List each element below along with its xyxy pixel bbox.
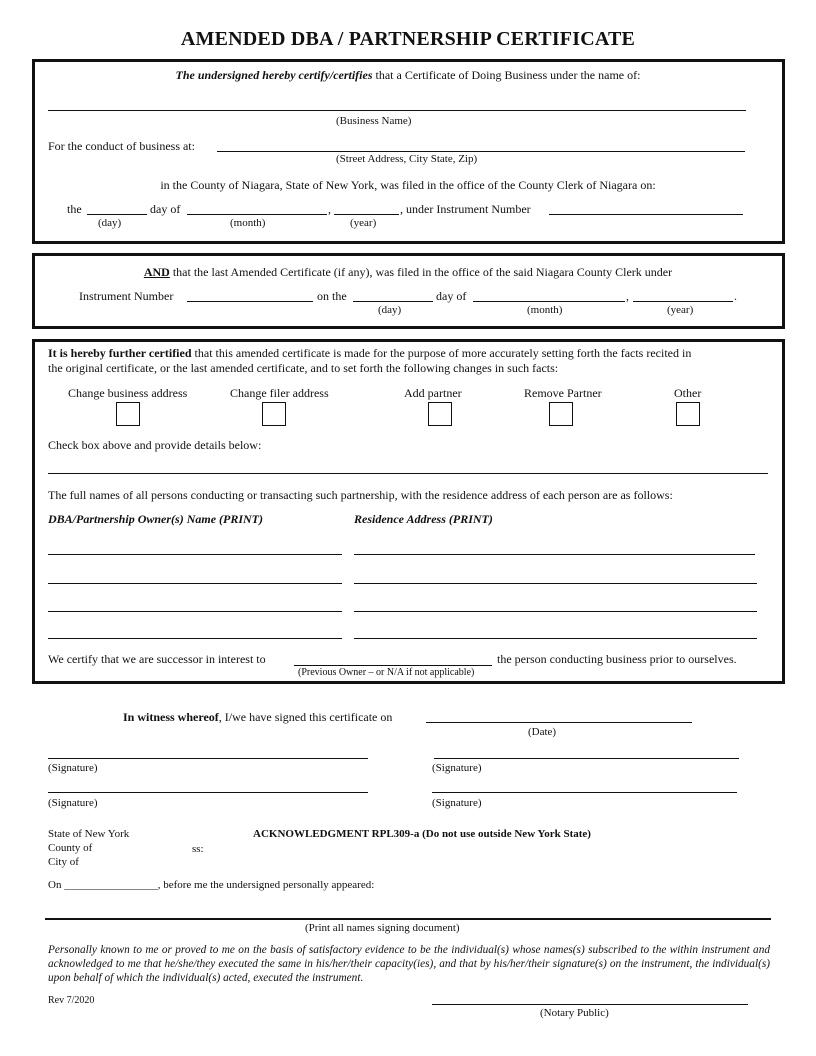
- business-name-field[interactable]: [48, 110, 746, 111]
- day-caption: (day): [98, 217, 122, 229]
- successor-text: We certify that we are successor in interest to: [48, 652, 266, 666]
- signature-caption-3: (Signature): [48, 797, 98, 809]
- conduct-label: For the conduct of business at:: [48, 139, 195, 153]
- filed-month-field[interactable]: [187, 214, 327, 215]
- amended-instrument-field[interactable]: [187, 301, 313, 302]
- address-caption: (Street Address, City State, Zip): [336, 153, 478, 165]
- intro-italic: The undersigned hereby certify/certifies: [175, 68, 373, 82]
- witness-bold: In witness whereof: [123, 710, 219, 724]
- filed-year-field[interactable]: [334, 214, 399, 215]
- county-label: County of: [48, 842, 93, 854]
- and-label: AND: [143, 265, 170, 279]
- and-text: that the last Amended Certificate (if any), was filed in the office of the said Niagara County Clerk under: [169, 265, 673, 279]
- checkbox-change-filer-address[interactable]: [262, 402, 286, 426]
- previous-owner-field[interactable]: [294, 665, 492, 666]
- state-label: State of New York: [48, 828, 130, 840]
- successor-rest: the person conducting business prior to ourselves.: [497, 652, 737, 666]
- date-caption: (Date): [528, 726, 557, 738]
- residence-address-field-2[interactable]: [354, 583, 757, 584]
- signature-field-1[interactable]: [48, 758, 368, 759]
- signature-field-2[interactable]: [434, 758, 739, 759]
- year-caption-2: (year): [667, 304, 694, 316]
- notary-caption: (Notary Public): [540, 1007, 609, 1019]
- print-names-caption: (Print all names signing document): [305, 922, 460, 934]
- owner-name-field-3[interactable]: [48, 611, 342, 612]
- period: .: [734, 289, 737, 303]
- signature-caption-2: (Signature): [432, 762, 482, 774]
- month-caption: (month): [230, 217, 266, 229]
- on-date-field[interactable]: _________________: [64, 879, 158, 891]
- page-title: AMENDED DBA / PARTNERSHIP CERTIFICATE: [180, 28, 636, 50]
- option-label-change-business-address: Change business address: [68, 386, 188, 400]
- instrument-number-field[interactable]: [549, 214, 743, 215]
- previous-owner-caption: (Previous Owner – or N/A if not applicable): [298, 667, 475, 678]
- county-text: in the County of Niagara, State of New York, was filed in the office of the County Clerk of Niagara on:: [160, 178, 656, 192]
- day-of-label: day of: [150, 202, 181, 216]
- check-instruction: Check box above and provide details below:: [48, 438, 262, 452]
- signature-caption-1: (Signature): [48, 762, 98, 774]
- owner-name-header: DBA/Partnership Owner(s) Name (PRINT): [48, 512, 264, 526]
- witness-line: [123, 710, 392, 725]
- and-line: [0, 265, 816, 280]
- persons-text: The full names of all persons conducting or transacting such partnership, with the residence address of each person are as follows:: [48, 488, 673, 502]
- signature-caption-4: (Signature): [432, 797, 482, 809]
- residence-address-header: Residence Address (PRINT): [354, 512, 493, 526]
- filed-day-field[interactable]: [87, 214, 147, 215]
- on-line: [48, 879, 374, 891]
- acknowledgment-title: ACKNOWLEDGMENT RPL309-a (Do not use outside New York State): [253, 828, 591, 840]
- further-certified-bold: It is hereby further certified: [48, 346, 192, 360]
- further-certified-line2: the original certificate, or the last amended certificate, and to set forth the following changes in such facts:: [48, 361, 559, 375]
- checkbox-other[interactable]: [676, 402, 700, 426]
- amended-day-field[interactable]: [353, 301, 433, 302]
- on-rest: , before me the undersigned personally appeared:: [157, 879, 375, 891]
- day-of-label-2: day of: [436, 289, 467, 303]
- the-label: the: [67, 202, 82, 216]
- instrument-label-2: Instrument Number: [79, 289, 174, 303]
- option-label-change-filer-address: Change filer address: [230, 386, 329, 400]
- amended-month-field[interactable]: [473, 301, 625, 302]
- option-label-remove-partner: Remove Partner: [524, 386, 602, 400]
- amended-year-field[interactable]: [633, 301, 733, 302]
- checkbox-remove-partner[interactable]: [549, 402, 573, 426]
- date-signed-field[interactable]: [426, 722, 692, 723]
- option-label-other: Other: [674, 386, 702, 400]
- further-certified-rest: that this amended certificate is made for the purpose of more accurately setting forth the facts recited in: [191, 346, 692, 360]
- intro-line: [0, 68, 816, 83]
- revision-label: Rev 7/2020: [48, 995, 95, 1006]
- change-details-field[interactable]: [48, 473, 768, 474]
- owner-name-field-2[interactable]: [48, 583, 342, 584]
- year-caption: (year): [350, 217, 377, 229]
- comma: ,: [328, 202, 331, 216]
- signature-field-3[interactable]: [48, 792, 368, 793]
- on-label: On: [48, 879, 62, 891]
- further-certified-line: [48, 346, 691, 361]
- city-label: City of: [48, 856, 79, 868]
- signature-field-4[interactable]: [432, 792, 737, 793]
- instrument-label: , under Instrument Number: [400, 202, 531, 216]
- intro-rest: that a Certificate of Doing Business under the name of:: [372, 68, 641, 82]
- witness-rest: , I/we have signed this certificate on: [218, 710, 393, 724]
- residence-address-field-4[interactable]: [354, 638, 757, 639]
- checkbox-add-partner[interactable]: [428, 402, 452, 426]
- checkbox-change-business-address[interactable]: [116, 402, 140, 426]
- comma-2: ,: [626, 289, 629, 303]
- residence-address-field-3[interactable]: [354, 611, 757, 612]
- notary-signature-field[interactable]: [432, 1004, 748, 1005]
- owner-name-field-1[interactable]: [48, 554, 342, 555]
- month-caption-2: (month): [527, 304, 563, 316]
- print-names-field[interactable]: [45, 918, 771, 920]
- ss-label: ss:: [192, 843, 204, 855]
- owner-name-field-4[interactable]: [48, 638, 342, 639]
- residence-address-field-1[interactable]: [354, 554, 755, 555]
- business-address-field[interactable]: [217, 151, 745, 152]
- option-label-add-partner: Add partner: [404, 386, 462, 400]
- business-name-caption: (Business Name): [336, 115, 412, 127]
- acknowledgment-paragraph: Personally known to me or proved to me on the basis of satisfactory evidence to be the individual(s) whose names(s) subscribed to the within instrument and acknowledged to me that he/she/they executed the same in his/her/their capacity(ies), and that by his/her/their signature(s) on the instrument, the individual(s) upon behalf of which the individual(s) acted, executed the instrument.: [48, 944, 770, 984]
- day-caption-2: (day): [378, 304, 402, 316]
- on-the-label: on the: [317, 289, 347, 303]
